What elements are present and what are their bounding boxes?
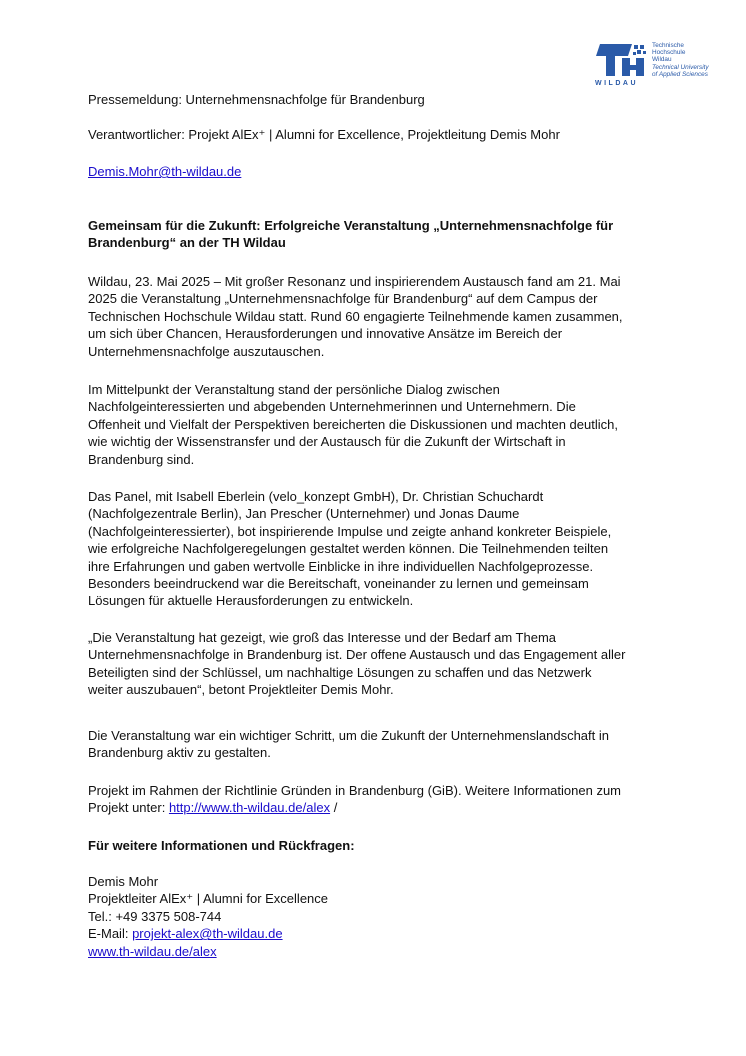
contact-heading: Für weitere Informationen und Rückfragen: (88, 838, 355, 853)
contact-phone: Tel.: +49 3375 508-744 (88, 908, 222, 924)
contact-role: Projektleiter AlEx⁺ | Alumni for Excellence (88, 891, 329, 907)
project-info (88, 782, 621, 817)
logo-line: Wildau (652, 56, 672, 64)
logo-line: Hochschule (652, 49, 686, 57)
paragraph-line: ihre Erfahrungen und gaben wertvolle Einblicke in ihre individuellen Nachfolgeprozesse. (88, 558, 594, 574)
paragraph-line: 2025 die Veranstaltung „Unternehmensnachfolge für Brandenburg“ auf dem Campus der (88, 291, 598, 307)
paragraph (88, 273, 623, 360)
th-logo-mark-icon (592, 42, 652, 87)
paragraph-line: um sich über Chancen, Herausforderungen und innovative Ansätze im Bereich der (88, 326, 563, 342)
svg-text:WILDAU: WILDAU (595, 80, 638, 87)
paragraph-line: Das Panel, mit Isabell Eberlein (velo_konzept GmbH), Dr. Christian Schuchardt (88, 489, 544, 504)
logo-line-en: of Applied Sciences (652, 70, 708, 78)
paragraph-line: Lösungen für aktuelle Herausforderungen zu entwickeln. (88, 593, 414, 609)
responsible-line: Verantwortlicher: Projekt AlEx⁺ | Alumni for Excellence, Projektleitung Demis Mohr (88, 127, 560, 142)
project-prefix: Projekt unter: (88, 800, 169, 816)
contact-block (88, 873, 328, 960)
logo-line: Technische (652, 42, 684, 49)
paragraph-line: Offenheit und Vielfalt der Perspektiven bereicherten die Diskussionen und machten deutlich, (88, 416, 618, 432)
paragraph-line: Brandenburg sind. (88, 451, 195, 467)
paragraph-line: Im Mittelpunkt der Veranstaltung stand der persönliche Dialog zwischen (88, 382, 500, 397)
headline-line: Brandenburg“ an der TH Wildau (88, 235, 286, 251)
press-release-title: Pressemeldung: Unternehmensnachfolge für Brandenburg (88, 92, 425, 107)
contact-name: Demis Mohr (88, 874, 159, 889)
email-link[interactable]: Demis.Mohr@th-wildau.de (88, 164, 242, 179)
paragraph-line: Technischen Hochschule Wildau statt. Rund 60 engagierte Teilnehmende kamen zusammen, (88, 308, 623, 324)
paragraph-line: Nachfolgeinteressierten und abgebenden Unternehmerinnen und Unternehmern. Die (88, 399, 576, 415)
contact-website-link[interactable]: www.th-wildau.de/alex (88, 943, 217, 959)
paragraph (88, 381, 618, 468)
logo-line-en: Technical University (652, 63, 709, 71)
paragraph-line: Wildau, 23. Mai 2025 – Mit großer Resonanz und inspirierendem Austausch fand am 21. Mai (88, 274, 621, 289)
paragraph (88, 488, 611, 610)
contact-email-label: E-Mail: (88, 926, 133, 942)
paragraph-line: Unternehmensnachfolge auszutauschen. (88, 343, 325, 359)
paragraph-line: Unternehmensnachfolge in Brandenburg ist. Der offene Austausch und das Engagement aller (88, 647, 626, 663)
paragraph-line: Die Veranstaltung war ein wichtiger Schritt, um die Zukunft der Unternehmenslandschaft in (88, 728, 609, 743)
paragraph-line: Brandenburg aktiv zu gestalten. (88, 745, 271, 761)
paragraph-line: wie wichtig der Wissenstransfer und der Austausch für die Zukunft der Wirtschaft in (88, 434, 566, 450)
logo-text (652, 42, 709, 78)
paragraph-line: Besonders beeindruckend war die Bereitschaft, voneinander zu lernen und gemeinsam (88, 576, 589, 592)
contact-email-link[interactable]: projekt-alex@th-wildau.de (132, 926, 283, 942)
th-wildau-logo (592, 42, 712, 87)
paragraph-line: (Nachfolgezentrale Berlin), Jan Prescher (Unternehmer) und Jonas Daume (88, 506, 520, 522)
paragraph-line: (Nachfolgeinteressierter), bot inspirierende Impulse und zeigte anhand konkreter Beispiele, (88, 523, 612, 539)
project-suffix: / (330, 800, 338, 816)
headline (88, 217, 613, 252)
paragraph (88, 727, 609, 762)
paragraph-line: weiter auszubauen“, betont Projektleiter Demis Mohr. (88, 682, 394, 698)
paragraph-line: „Die Veranstaltung hat gezeigt, wie groß das Interesse und der Bedarf am Thema (88, 630, 557, 645)
paragraph-line: Beteiligten sind der Schlüssel, um nachhaltige Lösungen zu schaffen und das Netzwerk (88, 664, 592, 680)
paragraph-line: wie erfolgreiche Nachfolgeregelungen gestaltet werden können. Die Teilnehmenden teilten (88, 541, 609, 557)
paragraph (88, 629, 625, 699)
headline-line: Gemeinsam für die Zukunft: Erfolgreiche Veranstaltung „Unternehmensnachfolge für (88, 218, 614, 233)
project-line: Projekt im Rahmen der Richtlinie Gründen in Brandenburg (GiB). Weitere Informationen zum (88, 783, 621, 798)
project-link[interactable]: http://www.th-wildau.de/alex (168, 800, 331, 816)
